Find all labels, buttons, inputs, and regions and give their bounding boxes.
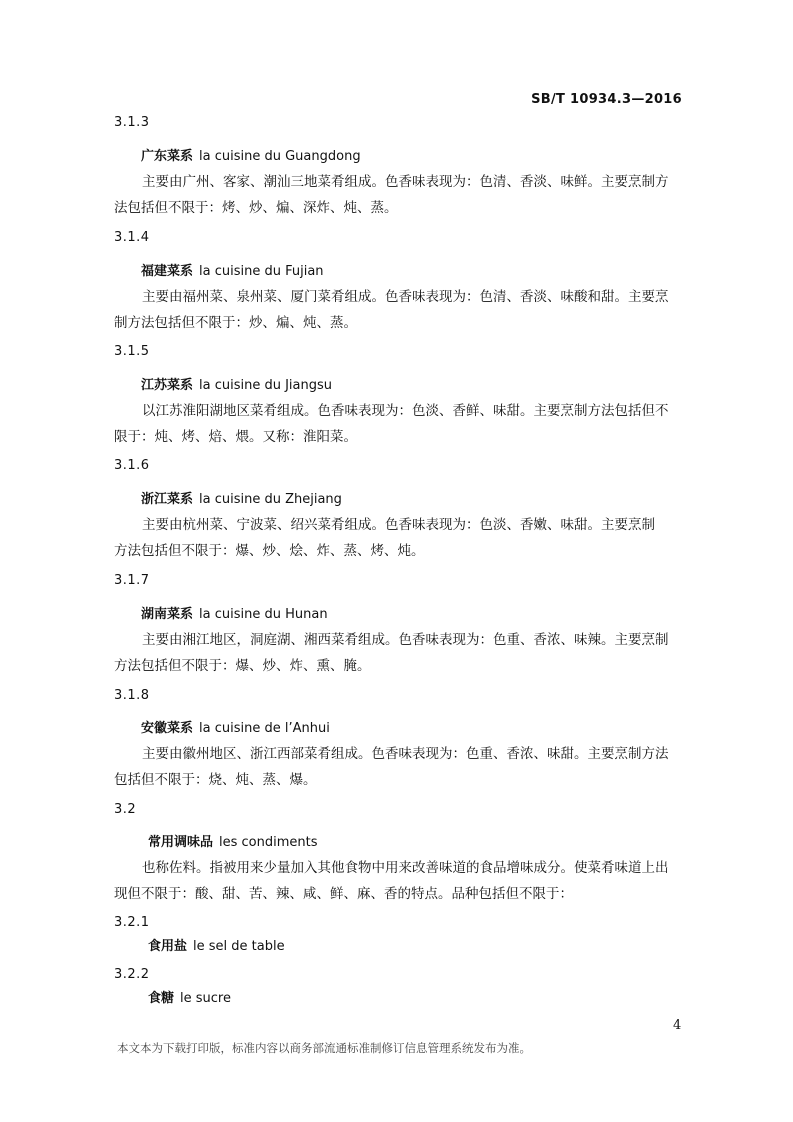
definition-line: 主要由福州菜、泉州菜、厦门菜肴组成。色香味表现为：色清、香淡、味酸和甜。主要烹 [142, 289, 669, 305]
definition-line: 主要由徽州地区、浙江西部菜肴组成。色香味表现为：色重、香浓、味甜。主要烹制方法 [142, 746, 669, 762]
clause-number: 3.1.8 [114, 688, 150, 703]
definition-line: 主要由湘江地区，洞庭湖、湘西菜肴组成。色香味表现为：色重、香浓、味辣。主要烹制 [142, 632, 669, 648]
definition-line: 制方法包括但不限于：炒、煸、炖、蒸。 [114, 315, 357, 331]
clause-number: 3.1.5 [114, 344, 150, 359]
term-fr: la cuisine du Jiangsu [199, 378, 333, 393]
term-heading [141, 717, 330, 736]
term-zh: 湖南菜系 [141, 607, 194, 622]
term-fr: la cuisine du Hunan [199, 607, 328, 622]
definition-line: 方法包括但不限于：爆、炒、炸、熏、腌。 [114, 658, 371, 674]
clause-number: 3.1.7 [114, 573, 150, 588]
term-zh: 常用调味品 [148, 835, 214, 850]
definition-line: 包括但不限于：烧、炖、蒸、爆。 [114, 772, 317, 788]
term-heading [148, 831, 318, 850]
term-heading [141, 488, 342, 507]
definition-line: 方法包括但不限于：爆、炒、烩、炸、蒸、烤、炖。 [114, 543, 425, 559]
term-zh: 江苏菜系 [141, 378, 194, 393]
term-zh: 食用盐 [148, 939, 188, 954]
term-zh: 浙江菜系 [141, 492, 194, 507]
term-fr: les condiments [219, 835, 318, 850]
definition-paragraph [114, 512, 692, 564]
definition-line: 也称佐料。指被用来少量加入其他食物中用来改善味道的食品增味成分。使菜肴味道上出 [142, 860, 669, 876]
term-fr: la cuisine du Fujian [199, 264, 324, 279]
definition-paragraph [114, 855, 692, 907]
term-fr: la cuisine du Guangdong [199, 149, 361, 164]
clause-number: 3.2 [114, 802, 137, 817]
definition-paragraph [114, 741, 692, 793]
term-fr: la cuisine du Zhejiang [199, 492, 342, 507]
definition-line: 以江苏淮阳湖地区菜肴组成。色香味表现为：色淡、香鲜、味甜。主要烹制方法包括但不 [142, 403, 669, 419]
term-fr: le sel de table [193, 939, 285, 954]
definition-paragraph [114, 627, 692, 679]
definition-line: 主要由杭州菜、宁波菜、绍兴菜肴组成。色香味表现为：色淡、香嫩、味甜。主要烹制 [142, 517, 655, 533]
definition-paragraph [114, 284, 692, 336]
term-heading [141, 260, 324, 279]
definition-line: 限于：炖、烤、焙、煨。又称：淮阳菜。 [114, 429, 357, 445]
page-number: 4 [673, 1018, 682, 1033]
definition-line: 现但不限于：酸、甜、苦、辣、咸、鲜、麻、香的特点。品种包括但不限于： [114, 886, 573, 902]
term-heading [148, 935, 285, 954]
term-fr: le sucre [180, 991, 231, 1006]
clause-number: 3.1.4 [114, 230, 150, 245]
definition-paragraph [114, 169, 692, 221]
clause-number: 3.1.3 [114, 115, 150, 130]
definition-paragraph [114, 398, 692, 450]
term-fr: la cuisine de l’Anhui [199, 721, 330, 736]
clause-number: 3.2.2 [114, 967, 150, 982]
term-heading [148, 987, 231, 1006]
term-zh: 食糖 [148, 991, 175, 1006]
term-zh: 广东菜系 [141, 149, 194, 164]
definition-line: 主要由广州、客家、潮汕三地菜肴组成。色香味表现为：色清、香淡、味鲜。主要烹制方 [142, 174, 669, 190]
term-heading [141, 145, 361, 164]
document-id: SB/T 10934.3—2016 [531, 92, 682, 107]
term-zh: 安徽菜系 [141, 721, 194, 736]
footer-note: 本文本为下载打印版，标准内容以商务部流通标准制修订信息管理系统发布为准。 [117, 1041, 531, 1055]
term-zh: 福建菜系 [141, 264, 194, 279]
term-heading [141, 374, 332, 393]
clause-number: 3.2.1 [114, 915, 150, 930]
term-heading [141, 603, 328, 622]
definition-line: 法包括但不限于：烤、炒、煸、深炸、炖、蒸。 [114, 200, 398, 216]
clause-number: 3.1.6 [114, 458, 150, 473]
